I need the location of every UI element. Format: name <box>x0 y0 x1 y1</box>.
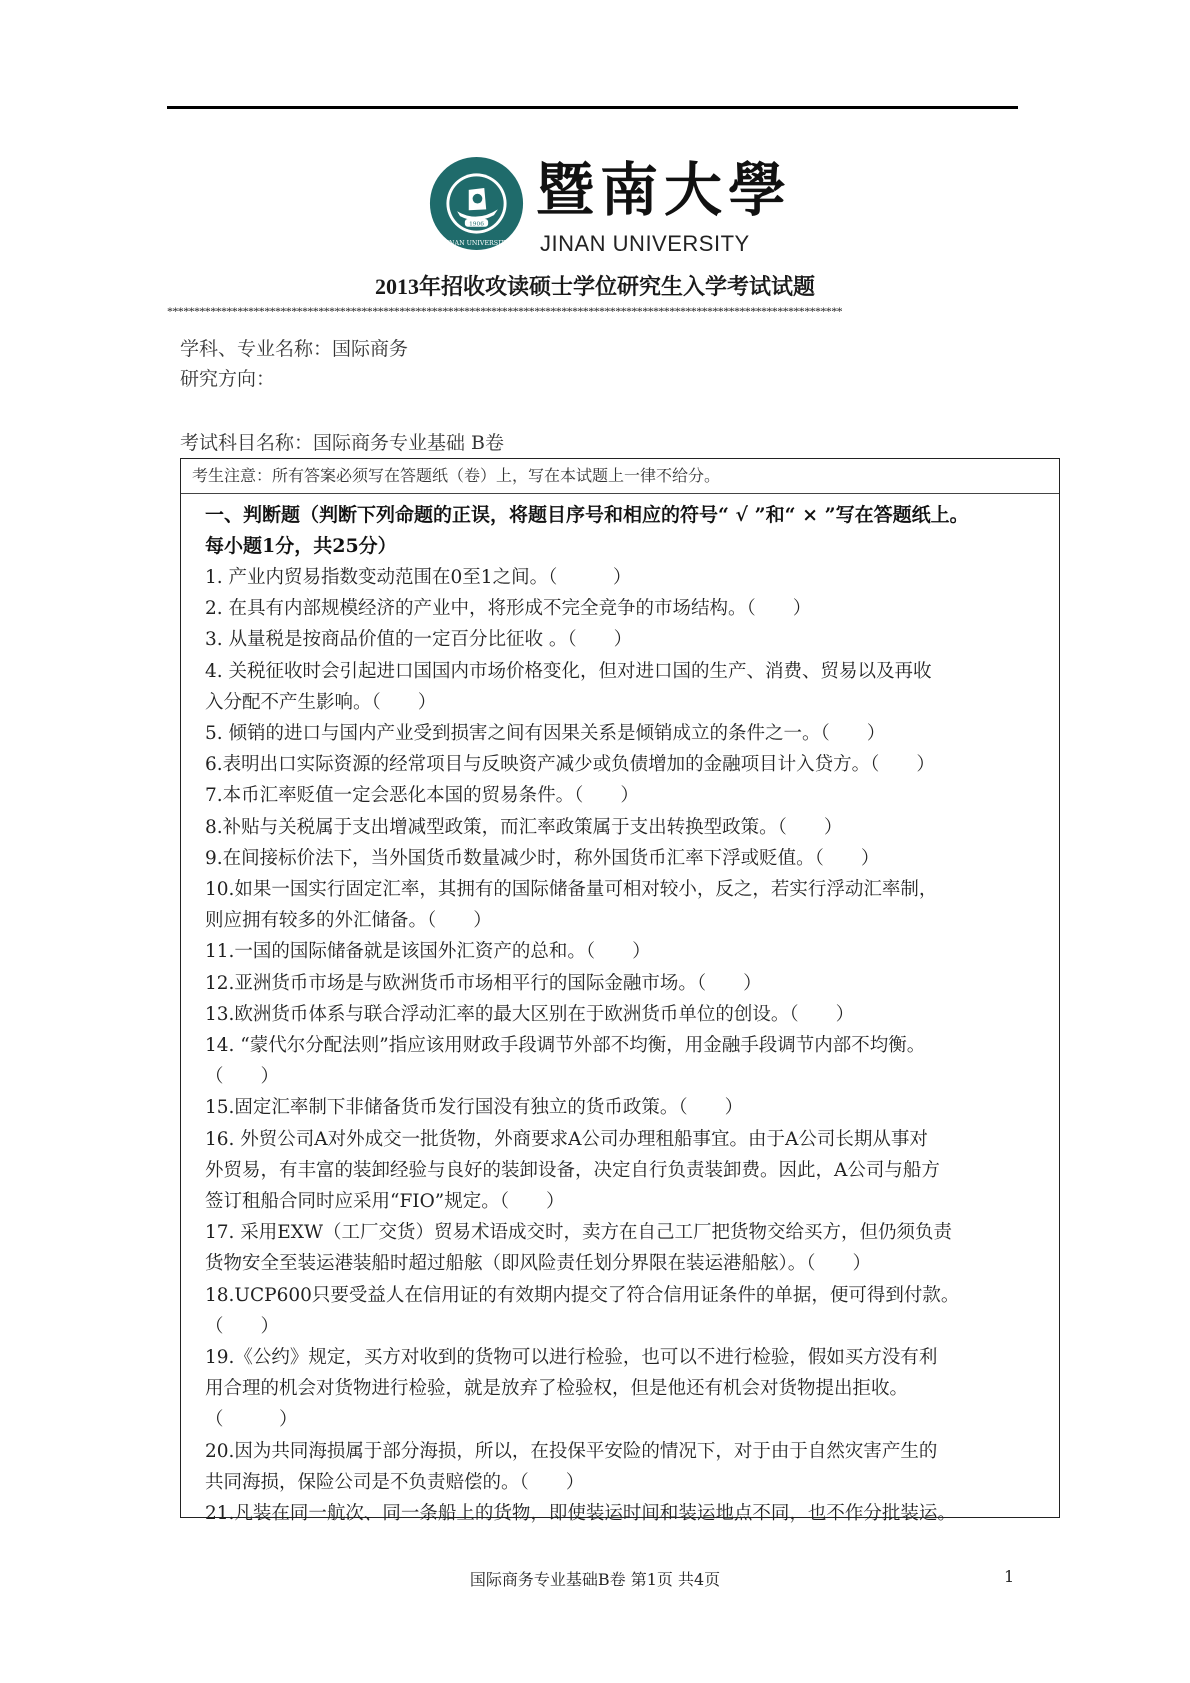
question-line: 货物安全至装运港装船时超过船舷（即风险责任划分界限在装运港船舷）。（ ） <box>205 1253 872 1275</box>
question-item <box>205 843 1049 874</box>
major-line <box>180 334 408 361</box>
question-line: 1. 产业内贸易指数变动范围在0至1之间。（ ） <box>205 567 632 588</box>
question-item <box>205 656 1049 718</box>
question-line: 2. 在具有内部规模经济的产业中，将形成不完全竞争的市场结构。（ ） <box>205 598 812 620</box>
question-item <box>205 1498 1049 1529</box>
section-title-line: 每小题1分，共25分） <box>205 535 397 557</box>
question-line: （ ） <box>205 1315 280 1337</box>
question-line: 12.亚洲货币市场是与欧洲货币市场相平行的国际金融市场。（ ） <box>205 972 762 994</box>
exam-title: 2013年招收攻读硕士学位研究生入学考试试题 <box>374 274 815 299</box>
question-item <box>205 1280 1049 1342</box>
question-line: （ ） <box>205 1066 280 1088</box>
university-logo <box>428 155 793 260</box>
question-line: 20.因为共同海损属于部分海损，所以，在投保平安险的情况下，对于由于自然灾害产生的 <box>205 1440 938 1462</box>
question-line: 21.凡装在同一航次、同一条船上的货物，即使装运时间和装运地点不同，也不作分批装运。 <box>205 1503 956 1525</box>
question-line: 入分配不产生影响。（ ） <box>205 691 437 713</box>
major-value: 国际商务 <box>332 338 409 360</box>
question-item <box>205 749 1049 780</box>
question-item <box>205 718 1049 749</box>
direction-label: 研究方向： <box>180 368 276 390</box>
subject-label: 考试科目名称： <box>180 432 314 454</box>
university-name-en: JINAN UNIVERSITY <box>540 231 750 256</box>
question-content <box>181 494 1059 1529</box>
star-separator: ***************************************************************************************************************************** <box>167 304 843 318</box>
subject-value: 国际商务专业基础 B卷 <box>313 432 505 454</box>
subject-line <box>180 428 504 455</box>
candidate-notice: 考生注意：所有答案必须写在答题纸（卷）上，写在本试题上一律不给分。 <box>181 459 1059 494</box>
question-line: 7.本币汇率贬值一定会恶化本国的贸易条件。（ ） <box>205 785 639 807</box>
question-line: 5. 倾销的进口与国内产业受到损害之间有因果关系是倾销成立的条件之一。（ ） <box>205 723 886 745</box>
question-line: 10.如果一国实行固定汇率，其拥有的国际储备量可相对较小，反之，若实行浮动汇率制， <box>205 879 938 901</box>
top-rule <box>167 106 1018 109</box>
question-item <box>205 1092 1049 1123</box>
section-title-line: 一、判断题（判断下列命题的正误，将题目序号和相应的符号“ √ ”和“ × ”写在答题纸上。 <box>205 504 969 526</box>
question-line: 6.表明出口实际资源的经常项目与反映资产减少或负债增加的金融项目计入贷方。（ ） <box>205 754 935 776</box>
seal-year: 1906 <box>469 221 484 228</box>
question-box <box>180 458 1060 1525</box>
question-item <box>205 1342 1049 1436</box>
question-item <box>205 624 1049 655</box>
question-item <box>205 1124 1049 1218</box>
university-name-cn: 暨南大學 <box>536 156 793 224</box>
question-line: （ ） <box>205 1409 298 1431</box>
question-line: 共同海损，保险公司是不负责赔偿的。（ ） <box>205 1471 585 1493</box>
question-line: 19.《公约》规定，买方对收到的货物可以进行检验，也可以不进行检验，假如买方没有利 <box>205 1347 938 1369</box>
page-number: 1 <box>1004 1567 1015 1586</box>
question-line: 4. 关税征收时会引起进口国国内市场价格变化，但对进口国的生产、消费、贸易以及再收 <box>205 660 932 682</box>
question-item <box>205 968 1049 999</box>
question-line: 8.补贴与关税属于支出增减型政策，而汇率政策属于支出转换型政策。（ ） <box>205 816 843 838</box>
question-item <box>205 562 1049 593</box>
question-line: 则应拥有较多的外汇储备。（ ） <box>205 910 492 932</box>
question-line: 9.在间接标价法下，当外国货币数量减少时，称外国货币汇率下浮或贬值。（ ） <box>205 847 880 869</box>
question-line: 外贸易，有丰富的装卸经验与良好的装卸设备，决定自行负责装卸费。因此，A公司与船方 <box>205 1159 940 1181</box>
question-line: 11.一国的国际储备就是该国外汇资产的总和。（ ） <box>205 941 651 963</box>
question-item <box>205 874 1049 936</box>
question-line: 15.固定汇率制下非储备货币发行国没有独立的货币政策。（ ） <box>205 1097 744 1119</box>
direction-line <box>180 364 275 391</box>
question-line: 3. 从量税是按商品价值的一定百分比征收 。（ ） <box>205 629 633 651</box>
question-line: 13.欧洲货币体系与联合浮动汇率的最大区别在于欧洲货币单位的创设。（ ） <box>205 1003 855 1025</box>
question-item <box>205 1030 1049 1092</box>
question-item <box>205 1217 1049 1279</box>
question-item <box>205 936 1049 967</box>
university-seal-icon <box>428 155 525 252</box>
question-line: 18.UCP600只要受益人在信用证的有效期内提交了符合信用证条件的单据，便可得到付款。 <box>205 1284 960 1306</box>
question-line: 签订租船合同时应采用“FIO”规定。（ ） <box>205 1191 565 1213</box>
question-list <box>205 562 1049 1529</box>
question-item <box>205 999 1049 1030</box>
question-item <box>205 593 1049 624</box>
question-item <box>205 1436 1049 1498</box>
question-line: 14. “蒙代尔分配法则”指应该用财政手段调节外部不均衡，用金融手段调节内部不均衡。 <box>205 1035 926 1057</box>
seal-ring-text: JINAN UNIVERSITY <box>444 240 509 248</box>
question-line: 16. 外贸公司A对外成交一批货物，外商要求A公司办理租船事宜。由于A公司长期从事对 <box>205 1128 928 1150</box>
question-line: 17. 采用EXW（工厂交货）贸易术语成交时，卖方在自己工厂把货物交给买方，但仍须负责 <box>205 1222 952 1244</box>
question-line: 用合理的机会对货物进行检验，就是放弃了检验权，但是他还有机会对货物提出拒收。 <box>205 1378 909 1400</box>
question-item <box>205 780 1049 811</box>
major-label: 学科、专业名称： <box>180 338 333 360</box>
question-item <box>205 812 1049 843</box>
page-footer: 国际商务专业基础B卷 第1页 共4页 <box>469 1570 721 1589</box>
section-title <box>205 500 1049 562</box>
